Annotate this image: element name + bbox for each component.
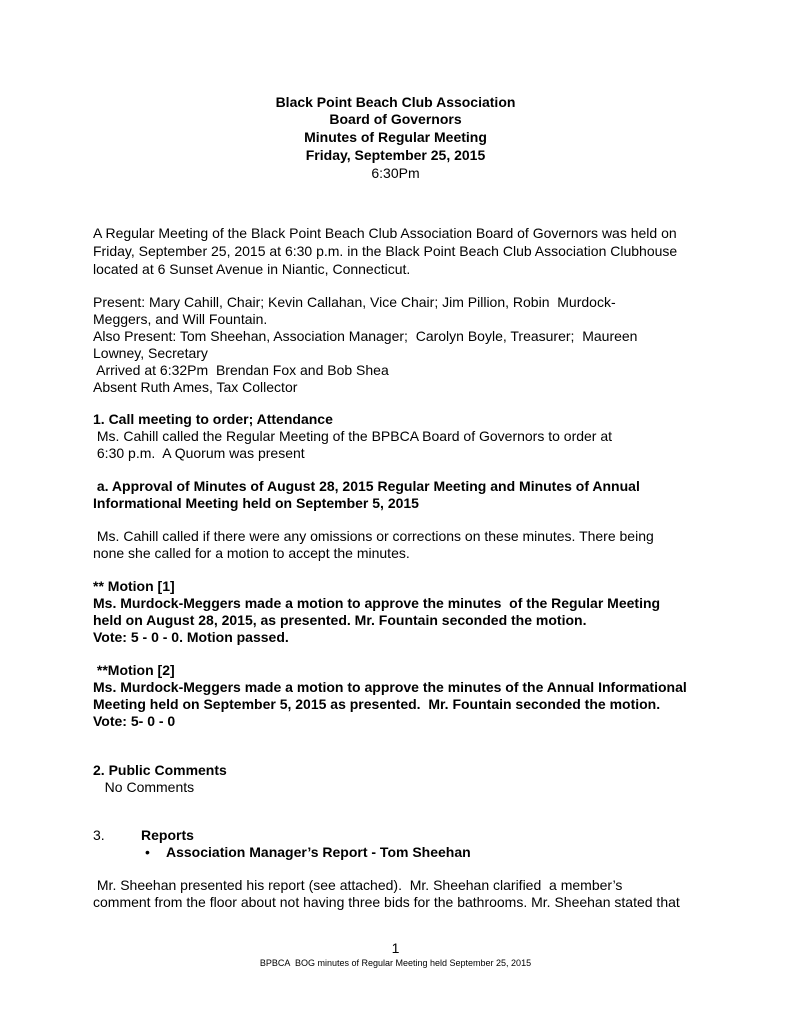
motion-label: **Motion [2] (93, 662, 175, 678)
attendance-line: Meggers, and Will Fountain. (93, 311, 268, 327)
bullet-icon: • (145, 844, 150, 860)
org-name: Black Point Beach Club Association (275, 94, 516, 110)
section-line: 6:30 p.m. A Quorum was present (93, 445, 305, 461)
board-name: Board of Governors (329, 111, 462, 127)
intro-line: located at 6 Sunset Avenue in Niantic, Connecticut. (93, 261, 411, 277)
motion-vote: Vote: 5- 0 - 0 (93, 713, 176, 729)
motion-line: Ms. Murdock-Meggers made a motion to approve the minutes of the Regular Meeting (93, 595, 661, 611)
report-line: comment from the floor about not having three bids for the bathrooms. Mr. Sheehan stated that (93, 894, 680, 910)
motion-line: held on August 28, 2015, as presented. Mr. Fountain seconded the motion. (93, 612, 587, 628)
section-heading: 1. Call meeting to order; Attendance (93, 411, 333, 427)
section-line: Ms. Cahill called the Regular Meeting of the BPBCA Board of Governors to order at (93, 428, 613, 444)
attendance-line: Lowney, Secretary (93, 345, 208, 361)
meeting-date: Friday, September 25, 2015 (305, 147, 486, 163)
section-body: No Comments (93, 779, 195, 795)
section-heading: 2. Public Comments (93, 762, 227, 778)
attendance-line: Present: Mary Cahill, Chair; Kevin Callahan, Vice Chair; Jim Pillion, Robin Murdock- (93, 294, 616, 310)
intro-line: Friday, September 25, 2015 at 6:30 p.m. in the Black Point Beach Club Association Clubhouse (93, 243, 678, 259)
section-number: 3. (93, 827, 105, 843)
page-number: 1 (391, 940, 400, 956)
section-heading: Reports (141, 827, 194, 843)
report-subheading: Association Manager’s Report - Tom Sheehan (166, 844, 471, 860)
motion-label: ** Motion [1] (93, 578, 175, 594)
item-heading: Informational Meeting held on September 5, 2015 (93, 495, 419, 511)
attendance-line: Arrived at 6:32Pm Brendan Fox and Bob Shea (93, 362, 389, 378)
footer-text: BPBCA BOG minutes of Regular Meeting held September 25, 2015 (259, 958, 532, 968)
item-heading: a. Approval of Minutes of August 28, 2015 Regular Meeting and Minutes of Annual (93, 478, 640, 494)
attendance-line: Also Present: Tom Sheehan, Association Manager; Carolyn Boyle, Treasurer; Maureen (93, 328, 638, 344)
intro-line: A Regular Meeting of the Black Point Beach Club Association Board of Governors was held on (93, 225, 677, 241)
report-line: Mr. Sheehan presented his report (see attached). Mr. Sheehan clarified a member’s (93, 877, 623, 893)
meeting-time: 6:30Pm (371, 165, 420, 181)
motion-line: Meeting held on September 5, 2015 as presented. Mr. Fountain seconded the motion. (93, 696, 661, 712)
item-line: none she called for a motion to accept the minutes. (93, 545, 410, 561)
item-line: Ms. Cahill called if there were any omissions or corrections on these minutes. There being (93, 528, 654, 544)
document-title: Minutes of Regular Meeting (304, 129, 487, 145)
motion-line: Ms. Murdock-Meggers made a motion to approve the minutes of the Annual Informational (93, 679, 687, 695)
attendance-line: Absent Ruth Ames, Tax Collector (93, 379, 298, 395)
motion-vote: Vote: 5 - 0 - 0. Motion passed. (93, 629, 289, 645)
